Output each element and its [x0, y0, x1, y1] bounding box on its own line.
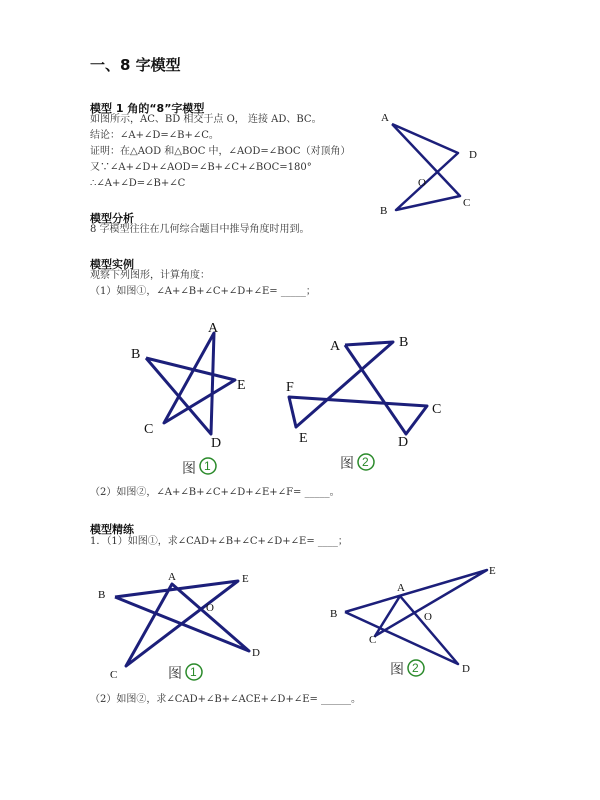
label-c: C — [110, 669, 118, 681]
label-d: D — [469, 149, 477, 161]
label-a: A — [397, 582, 405, 594]
figure-caption: 图 — [168, 667, 182, 682]
model1-heading: 模型 1 角的“8”字模型 — [90, 102, 205, 115]
label-a: A — [208, 321, 219, 336]
model1-line: ∴∠A+∠D=∠B+∠C — [90, 178, 186, 189]
figure-caption: 图 — [340, 457, 354, 472]
examples-q1: （1）如图①，∠A+∠B+∠C+∠D+∠E= _____； — [90, 286, 316, 297]
label-c: C — [463, 197, 471, 209]
figure-number: 2 — [362, 455, 369, 469]
figure-caption: 图 — [182, 462, 196, 477]
label-d: D — [211, 436, 222, 451]
figure-number: 1 — [190, 665, 197, 679]
label-a: A — [168, 571, 176, 583]
examples-heading: 模型实例 — [90, 258, 134, 271]
label-a: A — [381, 112, 389, 124]
model1-line: 证明：在△AOD 和△BOC 中，∠AOD=∠BOC（对顶角） — [90, 146, 351, 157]
figure-number: 1 — [204, 459, 211, 473]
practice-q2: （2）如图②，求∠CAD+∠B+∠ACE+∠D+∠E= ______。 — [90, 694, 362, 705]
label-b: B — [98, 589, 106, 601]
label-e: E — [237, 378, 246, 393]
label-b: B — [131, 347, 141, 362]
label-a: A — [330, 339, 341, 354]
figure-caption: 图 — [390, 663, 404, 678]
label-d: D — [252, 647, 260, 659]
label-o: O — [424, 611, 432, 623]
model1-line: 又∵∠A+∠D+∠AOD=∠B+∠C+∠BOC=180° — [90, 162, 312, 173]
label-b: B — [330, 608, 338, 620]
practice-heading: 模型精练 — [90, 523, 134, 536]
examples-intro: 观察下列图形，计算角度： — [90, 270, 210, 281]
model1-line: 结论：∠A+∠D=∠B+∠C。 — [90, 130, 219, 141]
label-c: C — [144, 422, 154, 437]
label-e: E — [489, 565, 496, 577]
label-o: O — [206, 602, 214, 614]
practice-q1: 1．（1）如图①，求∠CAD+∠B+∠C+∠D+∠E= ____； — [90, 536, 348, 547]
label-b: B — [399, 335, 409, 350]
label-c: C — [369, 634, 377, 646]
label-c: C — [432, 402, 442, 417]
label-b: B — [380, 205, 388, 217]
label-o: O — [418, 177, 426, 189]
examples-q2: （2）如图②，∠A+∠B+∠C+∠D+∠E+∠F= _____。 — [90, 487, 340, 498]
label-f: F — [286, 380, 294, 395]
figure-lines — [345, 570, 487, 664]
label-e: E — [299, 431, 308, 446]
label-d: D — [398, 435, 409, 450]
label-e: E — [242, 573, 249, 585]
page-title: 一、8 字模型 — [90, 56, 181, 74]
label-d: D — [462, 663, 470, 675]
figure-number: 2 — [412, 661, 419, 675]
model1-line: 如图所示，AC、BD 相交于点 O， 连接 AD、BC。 — [90, 114, 322, 125]
analysis-text: 8 字模型往往在几何综合题目中推导角度时用到。 — [90, 224, 310, 235]
analysis-heading: 模型分析 — [90, 212, 134, 225]
